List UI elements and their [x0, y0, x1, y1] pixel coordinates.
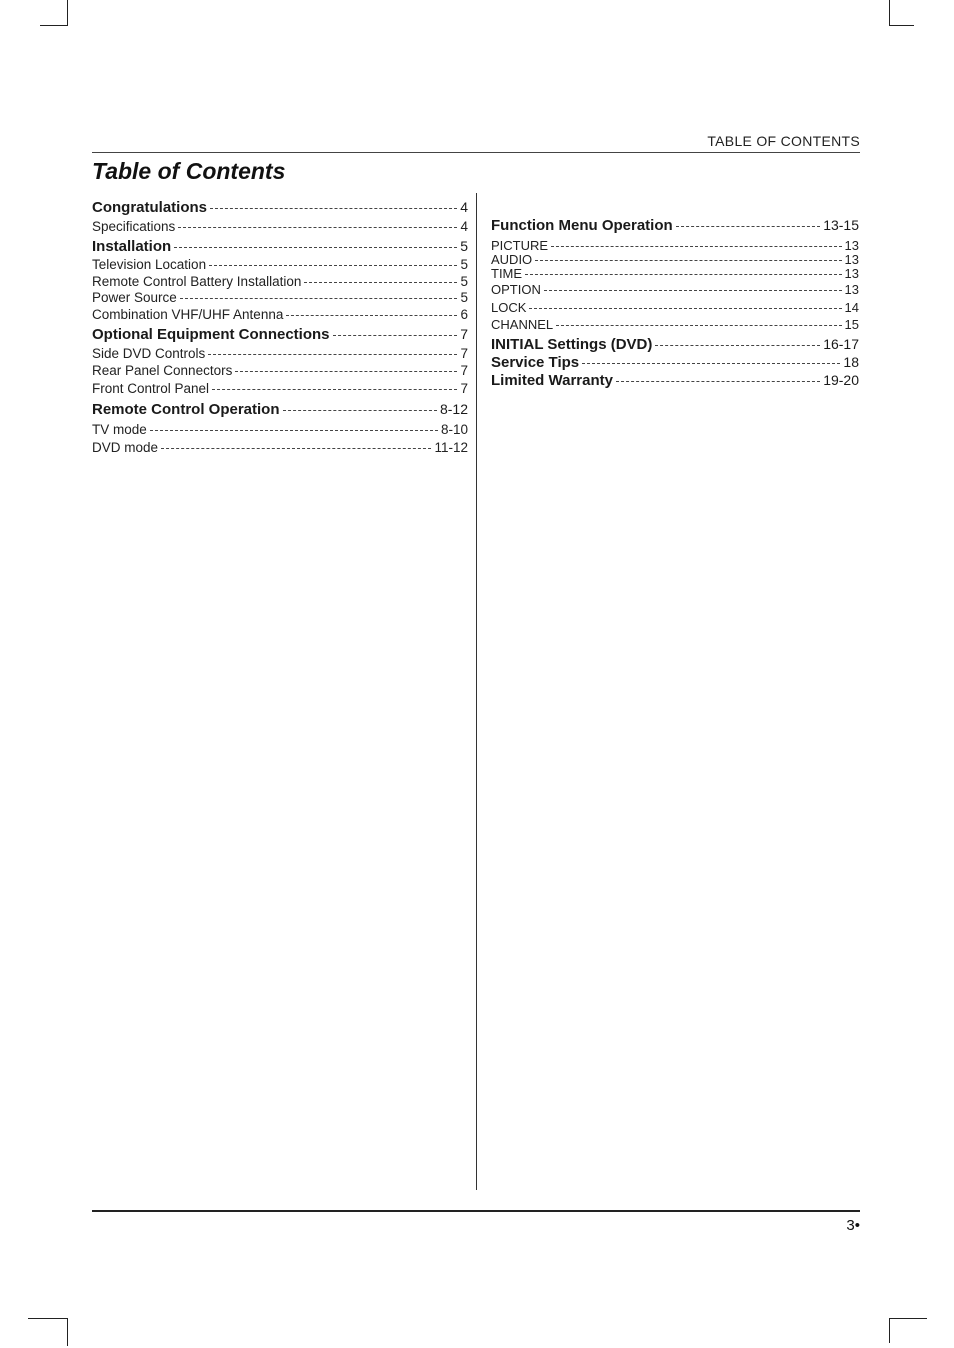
toc-entry-side-dvd-controls[interactable]: Side DVD Controls 7 [92, 346, 468, 361]
crop-mark-top-right-v [889, 0, 890, 26]
crop-mark-top-left-h [40, 25, 68, 26]
crop-mark-bottom-right-h [889, 1318, 927, 1319]
page-title: Table of Contents [92, 158, 286, 184]
toc-entry-tv-mode[interactable]: TV mode 8-10 [92, 422, 468, 437]
toc-entry-television-location[interactable]: Television Location 5 [92, 257, 468, 272]
toc-entry-lock[interactable]: LOCK 14 [491, 300, 859, 315]
toc-entry-remote-control-operation[interactable]: Remote Control Operation 8-12 [92, 401, 468, 418]
toc-right-column [491, 217, 859, 390]
toc-entry-option[interactable]: OPTION 13 [491, 282, 859, 297]
toc-entry-rear-panel[interactable]: Rear Panel Connectors 7 [92, 363, 468, 378]
toc-entry-picture[interactable]: PICTURE 13 [491, 238, 859, 253]
column-divider [476, 193, 477, 1190]
toc-entry-time[interactable]: TIME 13 [491, 266, 859, 281]
toc-entry-limited-warranty[interactable]: Limited Warranty 19-20 [491, 372, 859, 389]
toc-entry-channel[interactable]: CHANNEL 15 [491, 317, 859, 332]
toc-entry-installation[interactable]: Installation 5 [92, 238, 468, 255]
toc-entry-battery-installation[interactable]: Remote Control Battery Installation 5 [92, 274, 468, 289]
toc-entry-audio[interactable]: AUDIO 13 [491, 252, 859, 267]
toc-left-column [92, 199, 468, 458]
running-head: TABLE OF CONTENTS [707, 133, 860, 149]
toc-entry-initial-settings[interactable]: INITIAL Settings (DVD) 16-17 [491, 336, 859, 353]
crop-mark-bottom-left-h [28, 1318, 68, 1319]
toc-entry-service-tips[interactable]: Service Tips 18 [491, 354, 859, 371]
crop-mark-top-left-v [67, 0, 68, 26]
toc-entry-congratulations[interactable]: Congratulations 4 [92, 199, 468, 216]
toc-entry-optional-equipment[interactable]: Optional Equipment Connections 7 [92, 326, 468, 343]
toc-entry-antenna[interactable]: Combination VHF/UHF Antenna 6 [92, 307, 468, 322]
crop-mark-bottom-right-v [889, 1318, 890, 1343]
toc-entry-front-control-panel[interactable]: Front Control Panel 7 [92, 381, 468, 396]
toc-entry-dvd-mode[interactable]: DVD mode 11-12 [92, 440, 468, 455]
footer-rule [92, 1210, 860, 1212]
page-number [846, 1217, 860, 1234]
toc-entry-specifications[interactable]: Specifications 4 [92, 219, 468, 234]
page-number-value: 3 [846, 1217, 855, 1234]
toc-entry-power-source[interactable]: Power Source 5 [92, 290, 468, 305]
page-number-bullet: • [854, 1217, 860, 1234]
crop-mark-bottom-left-v [67, 1318, 68, 1346]
toc-entry-function-menu[interactable]: Function Menu Operation 13-15 [491, 217, 859, 234]
crop-mark-top-right-h [889, 25, 914, 26]
header-rule [92, 152, 860, 153]
